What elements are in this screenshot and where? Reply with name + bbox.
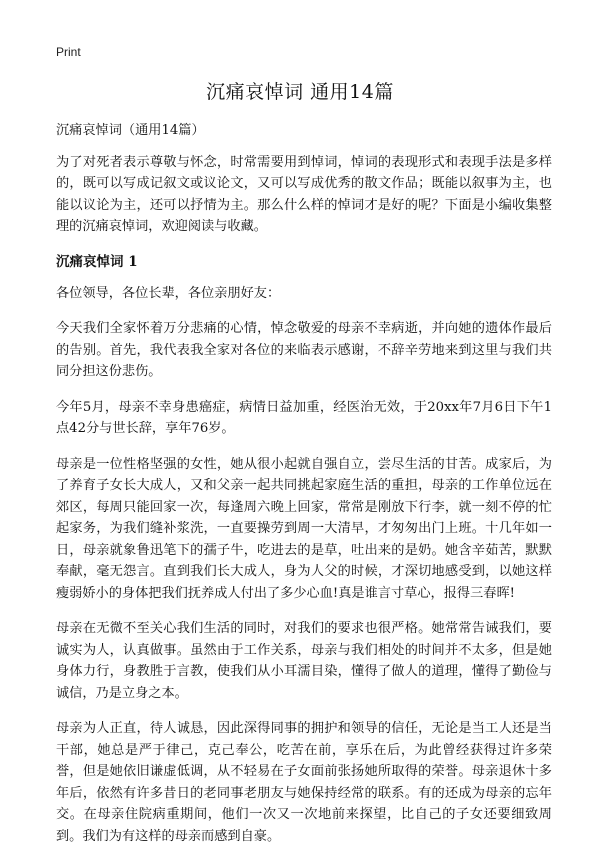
document-body [56,120,552,861]
body-paragraph: 今天我们全家怀着万分悲痛的心情，悼念敬爱的母亲不幸病逝，并向她的遗体作最后的告别。首先，我代表我全家对各位的来临表示感谢，不辞辛劳地来到这里与我们共同分担这份悲伤。 [56,321,552,379]
body-paragraph: 母亲在无微不至关心我们生活的同时，对我们的要求也很严格。她常常告诫我们，要诚实为人，认真做事。虽然由于工作关系，母亲与我们相处的时间并不太多，但是她身体力行，身教胜于言教，使我们从小耳濡目染，懂得了做人的道理，懂得了勤俭与诚信，乃是立身之本。 [56,621,552,701]
intro-paragraph: 为了对死者表示尊敬与怀念，时常需要用到悼词，悼词的表现形式和表现手法是多样的，既可以写成记叙文或议论文，又可以写成优秀的散文作品；既能以叙事为主，也能以议论为主，还可以抒情为主。那么什么样的悼词才是好的呢？下面是小编收集整理的沉痛哀悼词，欢迎阅读与收藏。 [56,154,552,234]
body-paragraph: 母亲是一位性格坚强的女性，她从很小起就自强自立，尝尽生活的甘苦。成家后，为了养育子女长大成人，又和父亲一起共同挑起家庭生活的重担，母亲的工作单位远在郊区，每周只能回家一次，每逢周六晚上回家，常常是刚放下行李，就一刻不停的忙起家务，为我们缝补浆洗，一直要操劳到周一大清早，才匆匆出门上班。十几年如一日，母亲就象鲁迅笔下的孺子牛，吃进去的是草，吐出来的是奶。她含辛茹苦，默默奉献，毫无怨言。直到我们长大成人，身为人父的时候，才深切地感受到，以她这样瘦弱娇小的身体把我们抚养成人付出了多少心血!真是谁言寸草心，报得三春晖! [56,456,552,601]
body-paragraph: 各位领导，各位长辈，各位亲朋好友： [56,285,281,301]
body-paragraph: 母亲为人正直，待人诚恳，因此深得同事的拥护和领导的信任，无论是当工人还是当干部，她总是严于律己，克己奉公，吃苦在前，享乐在后，为此曾经获得过许多荣誉，但是她依旧谦虚低调，从不轻易在子女面前张扬她所取得的荣誉。母亲退休十多年后，依然有许多昔日的老同事老朋友与她保持经常的联系。有的还成为母亲的忘年交。在母亲住院病重期间，他们一次又一次地前来探望，比自己的子女还要细致周到。我们为有这样的母亲而感到自豪。 [56,721,552,844]
print-label[interactable]: Print [56,45,81,59]
body-paragraph: 今年5月，母亲不幸身患癌症，病情日益加重，经医治无效，于20xx年7月6日下午1点42分与世长辞，享年76岁。 [56,399,552,436]
section-heading: 沉痛哀悼词 1 [56,253,138,270]
document-title: 沉痛哀悼词 通用14篇 [206,81,394,103]
document-subtitle: 沉痛哀悼词（通用14篇） [56,123,205,138]
